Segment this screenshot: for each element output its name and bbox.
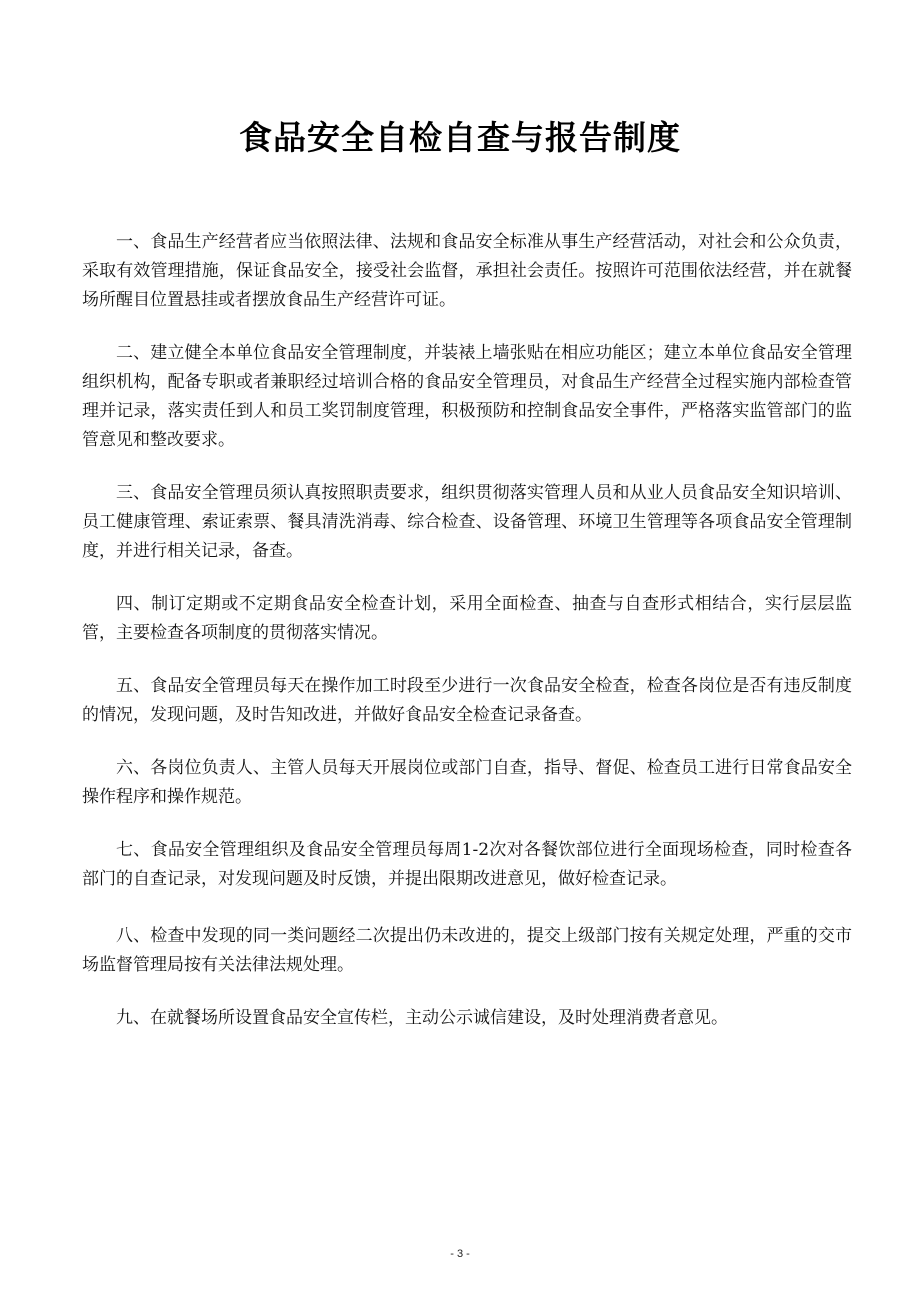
paragraph-3: 三、食品安全管理员须认真按照职责要求，组织贯彻落实管理人员和从业人员食品安全知识培训、员工健康管理、索证索票、餐具清洗消毒、综合检查、设备管理、环境卫生管理等各项食品安全管理制度，并进行相关记录，备查。 <box>82 483 852 561</box>
paragraph-5: 五、食品安全管理员每天在操作加工时段至少进行一次食品安全检查，检查各岗位是否有违反制度的情况，发现问题，及时告知改进，并做好食品安全检查记录备查。 <box>82 676 852 725</box>
paragraph-2: 二、建立健全本单位食品安全管理制度，并装裱上墙张贴在相应功能区；建立本单位食品安全管理组织机构，配备专职或者兼职经过培训合格的食品安全管理员，对食品生产经营全过程实施内部检查管理并记录，落实责任到人和员工奖罚制度管理，积极预防和控制食品安全事件，严格落实监管部门的监管意见和整改要求。 <box>82 343 852 450</box>
paragraph-7: 七、食品安全管理组织及食品安全管理员每周1-2次对各餐饮部位进行全面现场检查，同时检查各部门的自查记录，对发现问题及时反馈，并提出限期改进意见，做好检查记录。 <box>82 840 852 889</box>
paragraph-6: 六、各岗位负责人、主管人员每天开展岗位或部门自查，指导、督促、检查员工进行日常食品安全操作程序和操作规范。 <box>82 758 852 807</box>
paragraph-1: 一、食品生产经营者应当依照法律、法规和食品安全标准从事生产经营活动，对社会和公众负责，采取有效管理措施，保证食品安全，接受社会监督，承担社会责任。按照许可范围依法经营，并在就餐场所醒目位置悬挂或者摆放食品生产经营许可证。 <box>82 232 852 310</box>
paragraph-9: 九、在就餐场所设置食品安全宣传栏，主动公示诚信建设，及时处理消费者意见。 <box>116 1008 728 1028</box>
page-number: - 3 - <box>450 1248 470 1260</box>
paragraph-4: 四、制订定期或不定期食品安全检查计划，采用全面检查、抽查与自查形式相结合，实行层层监管，主要检查各项制度的贯彻落实情况。 <box>82 594 852 643</box>
document-title: 食品安全自检自查与报告制度 <box>239 118 681 157</box>
paragraph-8: 八、检查中发现的同一类问题经二次提出仍未改进的，提交上级部门按有关规定处理，严重的交市场监督管理局按有关法律法规处理。 <box>82 926 852 975</box>
document-body <box>82 228 852 1057</box>
